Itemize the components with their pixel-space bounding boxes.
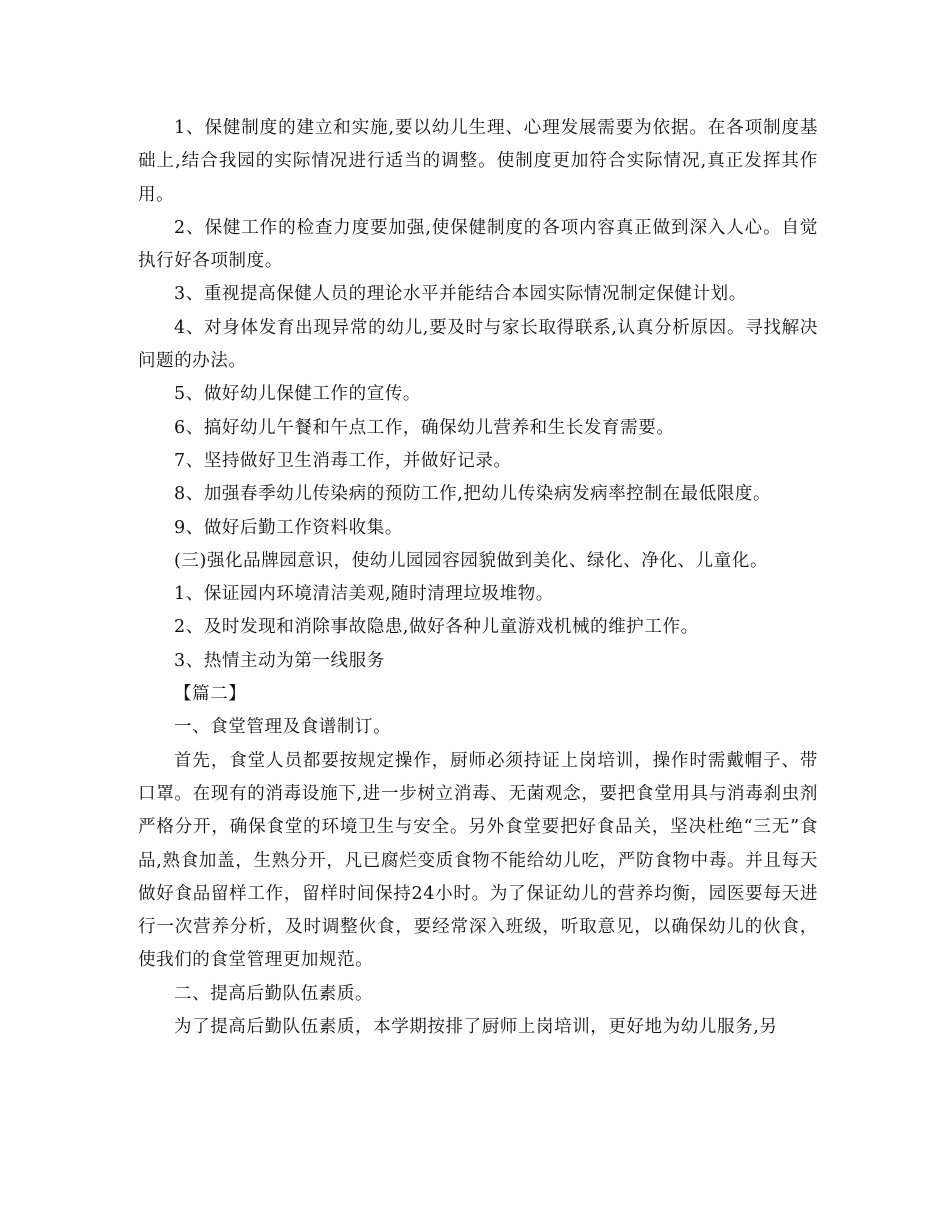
- paragraph-health-system: 1、保健制度的建立和实施,要以幼儿生理、心理发展需要为依据。在各项制度基础上,结合我园的实际情况进行适当的调整。使制度更加符合实际情况,真正发挥其作用。: [138, 118, 818, 205]
- subheading-team-quality: 二、提高后勤队伍素质。: [174, 983, 374, 1004]
- document-body: [138, 112, 818, 1044]
- paragraph-service: 3、热情主动为第一线服务: [174, 650, 385, 671]
- paragraph-disease-prevention: 8、加强春季幼儿传染病的预防工作,把幼儿传染病发病率控制在最低限度。: [174, 484, 772, 505]
- paragraph-clean-environment: 1、保证园内环境清洁美观,随时清理垃圾堆物。: [174, 584, 554, 605]
- paragraph-publicity: 5、做好幼儿保健工作的宣传。: [174, 384, 422, 405]
- paragraph-disinfection: 7、坚持做好卫生消毒工作，并做好记录。: [174, 450, 512, 471]
- paragraph-records: 9、做好后勤工作资料收集。: [174, 517, 403, 538]
- paragraph-staff-theory: 3、重视提高保健人员的理论水平并能结合本园实际情况制定保健计划。: [174, 284, 747, 305]
- paragraph-training: 为了提高后勤队伍素质，本学期按排了厨师上岗培训，更好地为幼儿服务,另: [174, 1017, 778, 1038]
- paragraph-inspection: 2、保健工作的检查力度要加强,使保健制度的各项内容真正做到深入人心。自觉执行好各项制度。: [138, 217, 818, 272]
- paragraph-canteen-details: 首先，食堂人员都要按规定操作，厨师必须持证上岗培训，操作时需戴帽子、带口罩。在现有的消毒设施下,进一步树立消毒、无菌观念，要把食堂用具与消毒刹虫剂严格分开，确保食堂的环境卫生与安全。另外食堂要把好食品关，坚决杜绝“三无”食品,熟食加盖，生熟分开，凡已腐烂变质食物不能给幼儿吃，严防食物中毒。并且每天做好食品留样工作，留样时间保持24小时。为了保证幼儿的营养均衡，园医要每天进行一次营养分析，及时调整伙食，要经常深入班级，听取意见，以确保幼儿的伙食，使我们的食堂管理更加规范。: [138, 750, 818, 971]
- paragraph-hazards: 2、及时发现和消除事故隐患,做好各种儿童游戏机械的维护工作。: [174, 617, 699, 638]
- subheading-canteen: 一、食堂管理及食谱制订。: [174, 717, 392, 738]
- section-heading-part-two: 【篇二】: [174, 684, 247, 705]
- paragraph-lunch: 6、搞好幼儿午餐和午点工作，确保幼儿营养和生长发育需要。: [174, 417, 675, 438]
- paragraph-abnormal-development: 4、对身体发育出现异常的幼儿,要及时与家长取得联系,认真分析原因。寻找解决问题的办法。: [138, 317, 818, 372]
- paragraph-brand-section: (三)强化品牌园意识，使幼儿园园容园貌做到美化、绿化、净化、儿童化。: [174, 550, 769, 571]
